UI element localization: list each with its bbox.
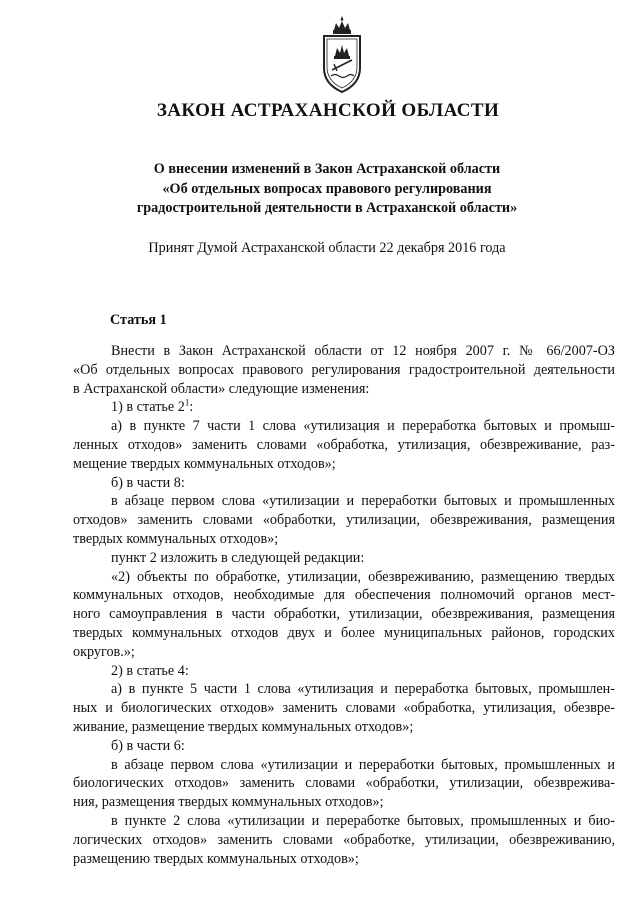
text-line: коммунальных отходов, необходимые для обеспечения полномочий органов мест- xyxy=(73,587,615,604)
text-line: ленных отходов» заменить словами «обработка, утилизация, обезвреживание, раз- xyxy=(73,436,615,453)
subtitle-line: градостроительной деятельности в Астраханской области» xyxy=(136,200,518,216)
text-line: «Об отдельных вопросах правового регулирования градостроительной деятельности xyxy=(73,361,615,378)
text-line: в пункте 2 слова «утилизации и переработке бытовых, промышленных и био- xyxy=(111,812,615,829)
text-line: а) в пункте 7 части 1 слова «утилизация и переработка бытовых и промыш- xyxy=(111,418,615,435)
superscript: 1 xyxy=(184,397,190,408)
text-line: в Астраханской области» следующие изменения: xyxy=(73,380,370,397)
article-body xyxy=(73,342,615,868)
text-fragment: : xyxy=(189,399,194,416)
text-line: «2) объекты по обработке, утилизации, обезвреживанию, размещению твердых xyxy=(111,568,615,585)
law-subtitle xyxy=(0,160,640,219)
text-line: твердых коммунальных отходов двух и более муниципальных районов, городских xyxy=(73,624,615,641)
text-line: 2) в статье 4: xyxy=(111,662,189,679)
text-line: твердых коммунальных отходов»; xyxy=(73,530,279,547)
text-line: живание, размещение твердых коммунальных отходов»; xyxy=(73,718,414,735)
text-line: ния, размещения твердых коммунальных отходов»; xyxy=(73,794,384,811)
text-line xyxy=(73,398,615,417)
text-line: в абзаце первом слова «утилизации и переработки бытовых и промышленных xyxy=(111,493,615,510)
article-heading: Статья 1 xyxy=(110,312,167,328)
text-line: мещение твердых коммунальных отходов»; xyxy=(73,455,336,472)
text-line: б) в части 6: xyxy=(111,737,185,754)
text-line: округов.»; xyxy=(73,643,135,660)
subtitle-line: О внесении изменений в Закон Астраханской области xyxy=(153,161,501,177)
text-line: ного самоуправления в части обработки, утилизации, обезвреживания, размещения xyxy=(73,606,615,623)
text-line: биологических отходов» заменить словами «обработки, утилизации, обезврежива- xyxy=(73,775,615,792)
text-line: логических отходов» заменить словами «обработке, утилизации, обезвреживанию, xyxy=(73,831,615,848)
text-line: размещению твердых коммунальных отходов»; xyxy=(73,850,359,867)
text-line: пункт 2 изложить в следующей редакции: xyxy=(111,549,365,566)
subtitle-line: «Об отдельных вопросах правового регулирования xyxy=(162,180,492,197)
text-line: Внести в Закон Астраханской области от 12 ноября 2007 г. № 66/2007-ОЗ xyxy=(111,343,615,359)
text-line: отходов» заменить словами «обработки, утилизации, обезвреживания, размещения xyxy=(73,512,615,529)
text-line: б) в части 8: xyxy=(111,474,185,491)
text-line: в абзаце первом слова «утилизации и переработки бытовых, промышленных и xyxy=(111,756,615,773)
text-fragment: 1) в статье 2 xyxy=(111,399,185,416)
text-line: а) в пункте 5 части 1 слова «утилизация и переработка бытовых, промышлен- xyxy=(111,681,615,698)
law-title: ЗАКОН АСТРАХАНСКОЙ ОБЛАСТИ xyxy=(156,100,500,121)
coat-of-arms-icon xyxy=(318,14,366,96)
adoption-date: Принят Думой Астраханской области 22 декабря 2016 года xyxy=(148,240,506,256)
text-line: ных и биологических отходов» заменить словами «обработка, утилизация, обезвре- xyxy=(73,700,615,717)
